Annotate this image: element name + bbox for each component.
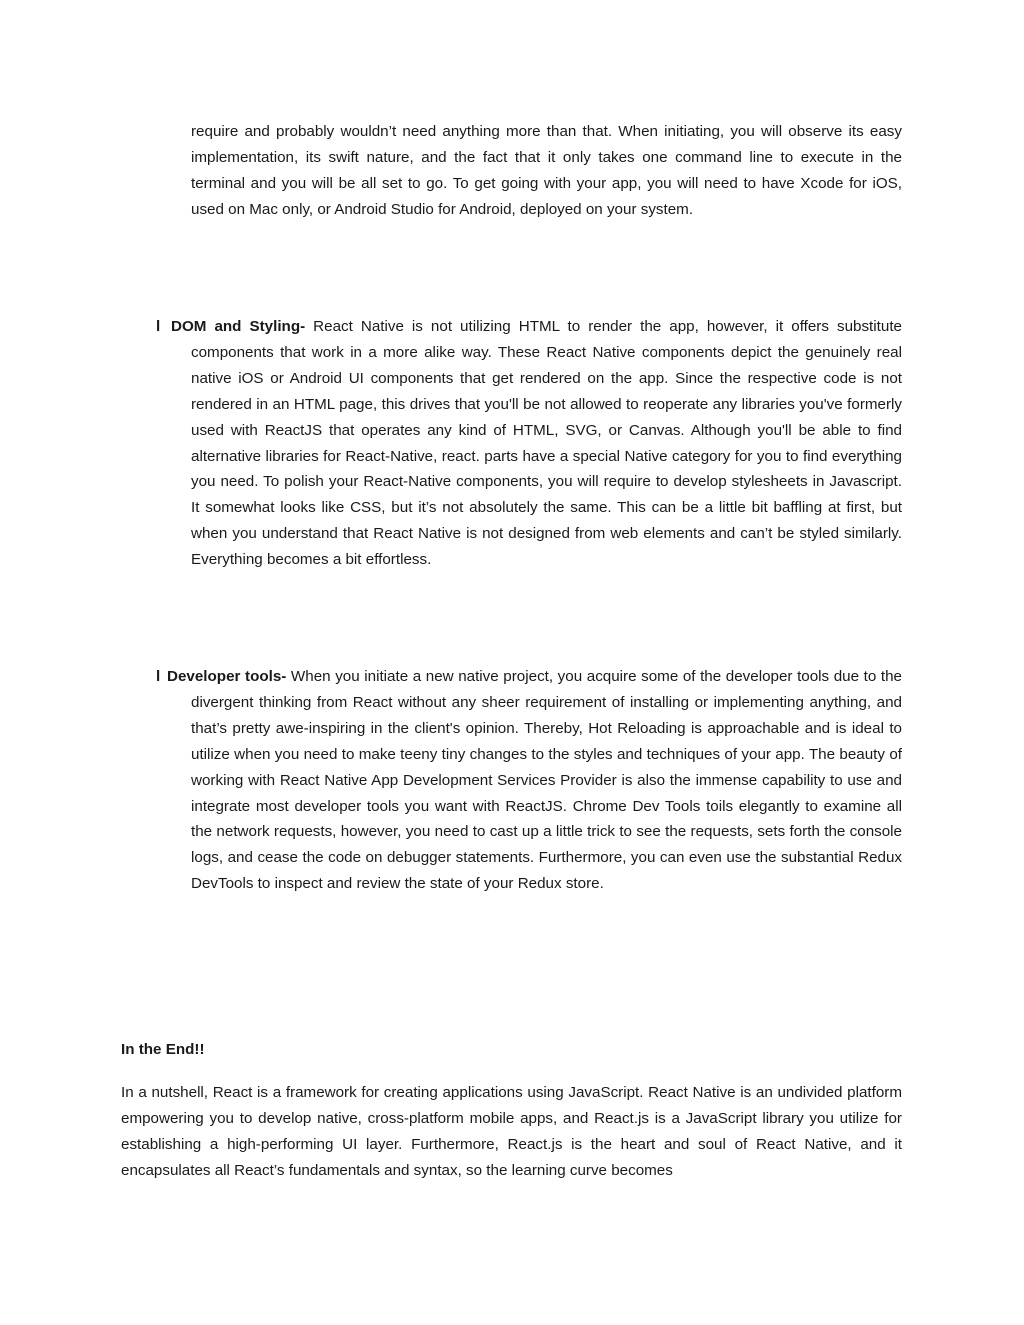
bullet-lead-dom-styling: DOM and Styling- (171, 318, 306, 335)
section-heading: In the End!! (121, 1041, 205, 1058)
conclusion-paragraph: In a nutshell, React is a framework for creating applications using JavaScript. React Native is an undivided platform empowering you to develop native, cross-platform mobile apps, and React.js is a JavaScript library you utilize for establishing a high-performing UI layer. Furthermore, React.js is the heart and soul of React Native, and it encapsulates all React’s fundamentals and syntax, so the learning curve becomes (121, 1084, 902, 1179)
bullet-item-developer-tools (156, 664, 902, 897)
intro-continuation-paragraph: require and probably wouldn’t need anything more than that. When initiating, you will observe its easy implementation, its swift nature, and the fact that it only takes one command line to execute in the terminal and you will be all set to go. To get going with your app, you will need to have Xcode for iOS, used on Mac only, or Android Studio for Android, deployed on your system. (191, 123, 902, 218)
bullet-marker: l (156, 668, 161, 685)
bullet-text-developer-tools: When you initiate a new native project, you acquire some of the developer tools due to the divergent thinking from React without any sheer requirement of installing or implementing anything, and that’s pretty awe-inspiring in the client's opinion. Thereby, Hot Reloading is approachable and is ideal to utilize when you need to make teeny tiny changes to the styles and techniques of your app. The beauty of working with React Native App Development Services Provider is also the immense capability to use and integrate most developer tools you want with ReactJS. Chrome Dev Tools toils elegantly to examine all the network requests, however, you need to cast up a little trick to see the requests, sets forth the console logs, and cease the code on debugger statements. Furthermore, you can even use the substantial Redux DevTools to inspect and review the state of your Redux store. (191, 668, 902, 893)
bullet-marker: l (156, 318, 161, 335)
bullet-item-dom-styling (156, 314, 902, 573)
bullet-lead-developer-tools: Developer tools- (167, 668, 287, 685)
bullet-text-dom-styling: React Native is not utilizing HTML to render the app, however, it offers substitute components that work in a more alike way. These React Native components depict the genuinely real native iOS or Android UI components that get rendered on the app. Since the respective code is not rendered in an HTML page, this drives that you'll be not allowed to reoperate any libraries you've formerly used with ReactJS that operates any kind of HTML, SVG, or Canvas. Although you'll be able to find alternative libraries for React-Native, react. parts have a special Native category for you to find everything you need. To polish your React-Native components, you will require to develop stylesheets in Javascript. It somewhat looks like CSS, but it’s not absolutely the same. This can be a little bit baffling at first, but when you understand that React Native is not designed from web elements and can’t be styled similarly. Everything becomes a bit effortless. (191, 318, 902, 569)
